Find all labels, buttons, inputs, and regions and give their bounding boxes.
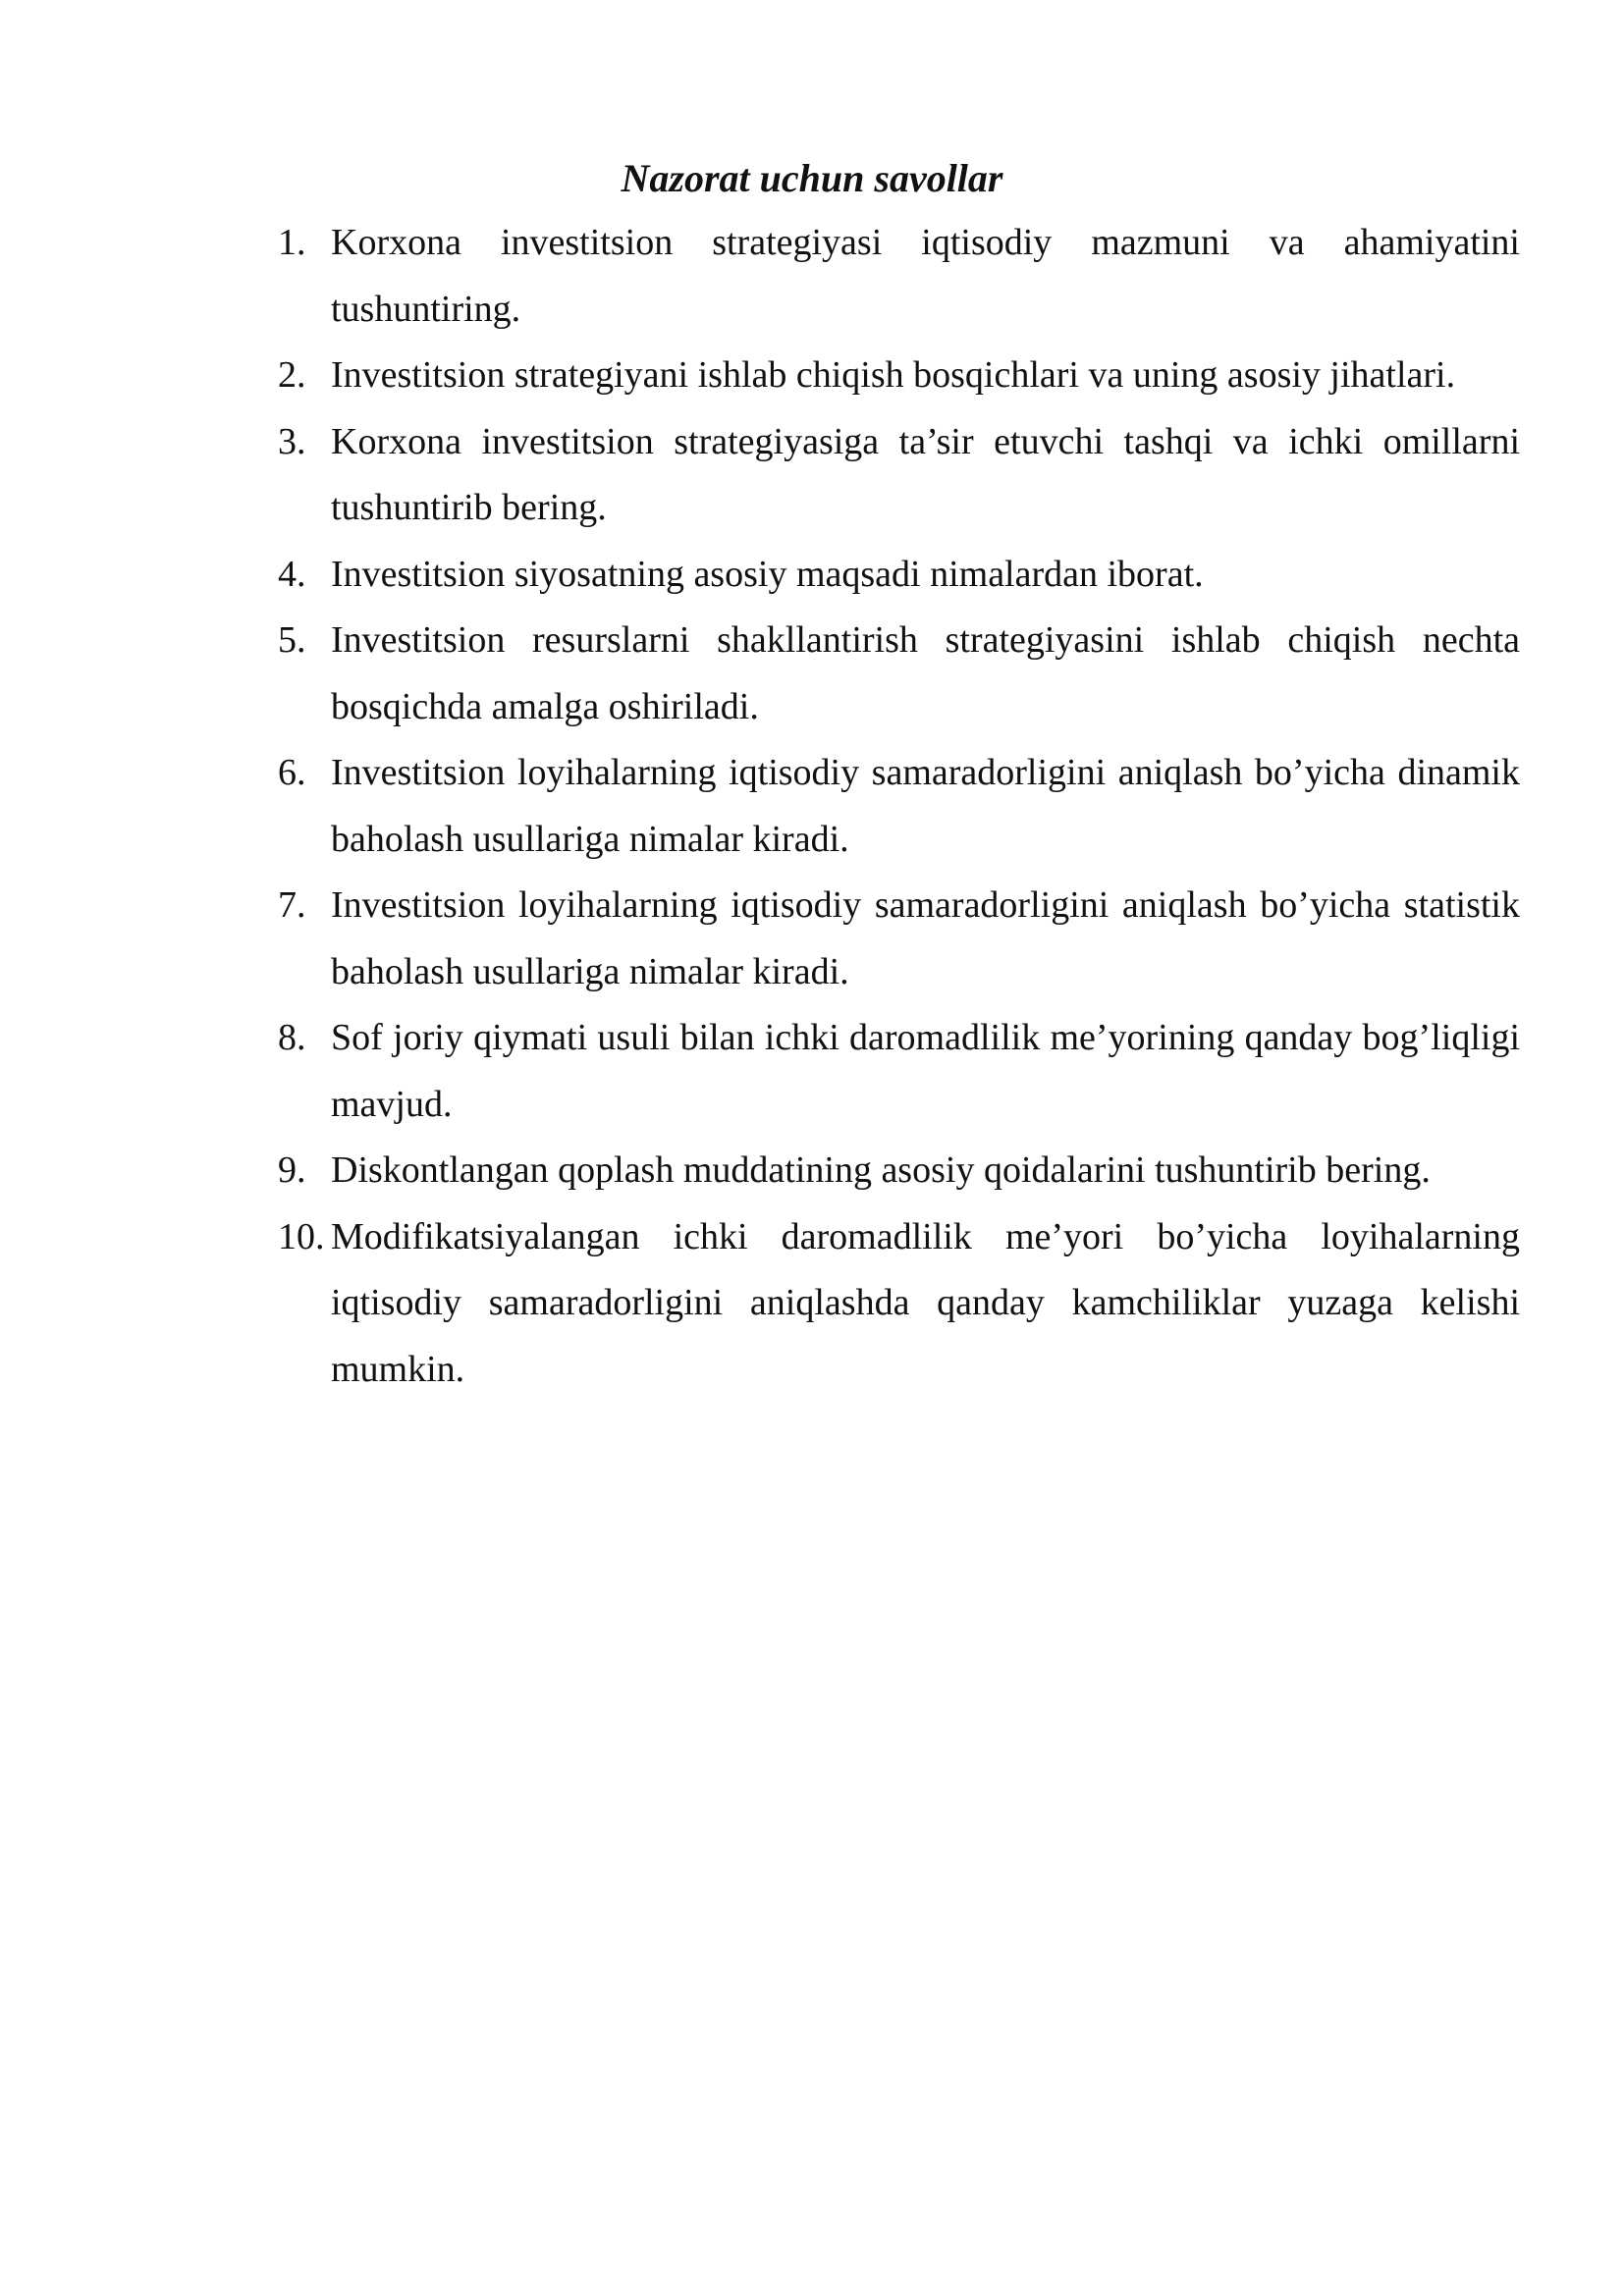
question-item [278, 873, 1520, 1005]
page-title: Nazorat uchun savollar [621, 156, 1003, 200]
question-item [278, 740, 1520, 873]
question-text: Diskontlangan qoplash muddatining asosiy qoidalarini tushuntirib bering. [331, 1149, 1431, 1191]
question-text: Modifikatsiyalangan ichki daromadlilik me’yori bo’yicha loyihalarning iqtisodiy samaradorligini aniqlashda qanday kamchiliklar yuzaga kelishi mumkin. [331, 1215, 1520, 1390]
question-item [278, 1138, 1520, 1204]
question-item [278, 409, 1520, 542]
question-number: 9. [278, 1149, 306, 1191]
question-item [278, 608, 1520, 740]
question-number: 5. [278, 619, 306, 661]
question-item [278, 210, 1520, 343]
question-number: 6. [278, 752, 306, 793]
question-item [278, 1005, 1520, 1138]
question-text: Investitsion loyihalarning iqtisodiy samaradorligini aniqlash bo’yicha statistik baholash usullariga nimalar kiradi. [331, 884, 1520, 992]
question-text: Investitsion loyihalarning iqtisodiy samaradorligini aniqlash bo’yicha dinamik baholash usullariga nimalar kiradi. [331, 752, 1520, 860]
question-item [278, 542, 1520, 609]
question-item [278, 343, 1520, 409]
question-text: Korxona investitsion strategiyasi iqtisodiy mazmuni va ahamiyatini tushuntiring. [331, 222, 1520, 330]
question-item [278, 1204, 1520, 1404]
question-text: Korxona investitsion strategiyasiga ta’sir etuvchi tashqi va ichki omillarni tushuntirib bering. [331, 420, 1520, 528]
question-number: 4. [278, 553, 306, 595]
question-number: 1. [278, 222, 306, 263]
question-number: 2. [278, 354, 306, 396]
question-text: Sof joriy qiymati usuli bilan ichki daromadlilik me’yorining qanday bog’liqligi mavjud. [331, 1017, 1520, 1125]
question-text: Investitsion strategiyani ishlab chiqish bosqichlari va uning asosiy jihatlari. [331, 354, 1456, 396]
question-number: 3. [278, 420, 306, 462]
question-text: Investitsion resurslarni shakllantirish strategiyasini ishlab chiqish nechta bosqichda amalga oshiriladi. [331, 619, 1520, 727]
question-text: Investitsion siyosatning asosiy maqsadi nimalardan iborat. [331, 553, 1204, 595]
question-number: 7. [278, 884, 306, 926]
question-number: 8. [278, 1017, 306, 1058]
question-list [278, 210, 1520, 1403]
question-number: 10. [278, 1215, 325, 1257]
